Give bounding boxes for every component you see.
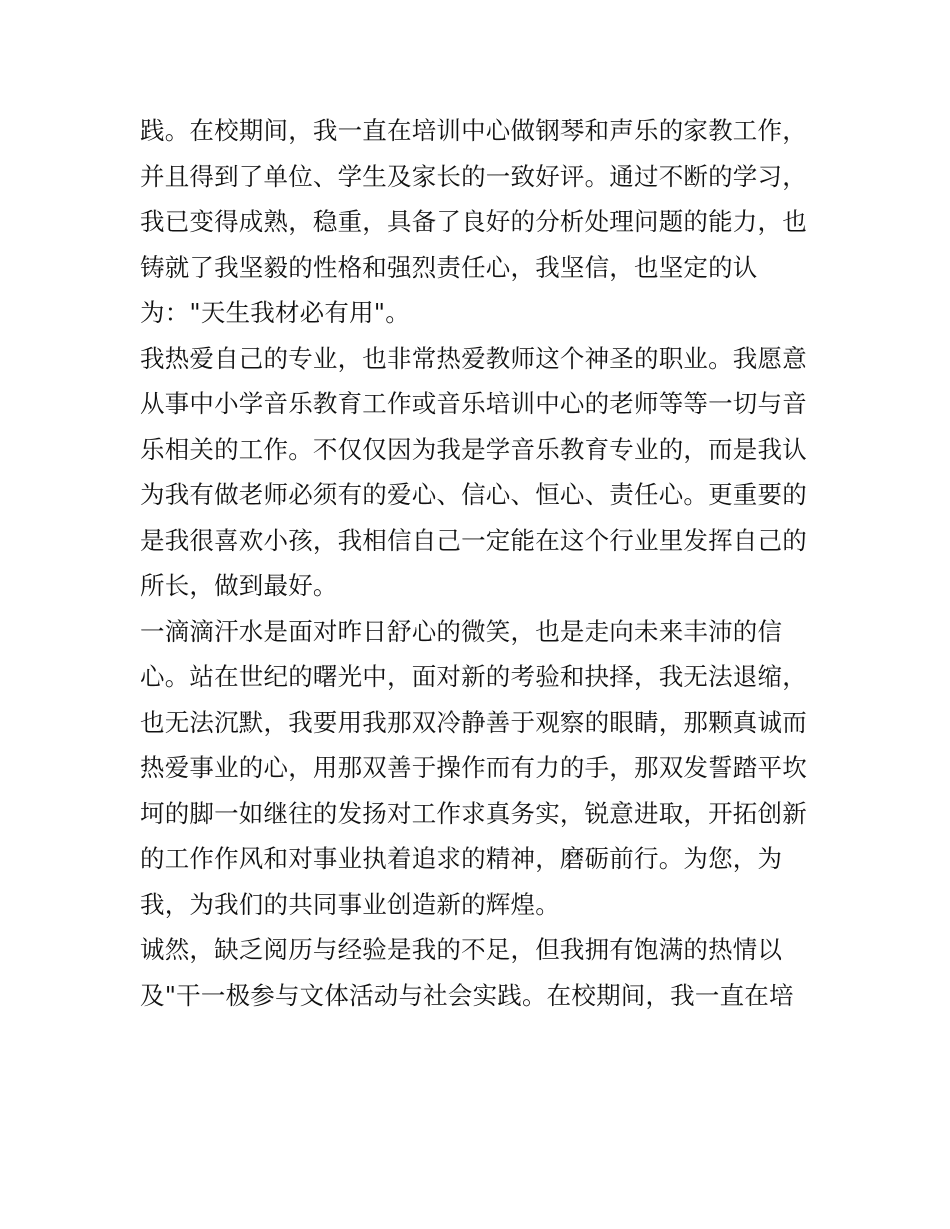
text-line: 为我有做老师必须有的爱心、信心、恒心、责任心。更重要的 [140,480,807,509]
text-line: 也无法沉默，我要用我那双冷静善于观察的眼睛，那颗真诚而 [140,707,807,737]
text-line: 心。站在世纪的曙光中，面对新的考验和抉择，我无法退缩， [140,662,807,691]
text-line: 的工作作风和对事业执着追求的精神，磨砺前行。为您，为 [140,844,783,873]
text-line: 并且得到了单位、学生及家长的一致好评。通过不断的学习， [140,161,807,191]
text-line: 从事中小学音乐教育工作或音乐培训中心的老师等等一切与音 [140,389,807,418]
text-line: 我热爱自己的专业，也非常热爱教师这个神圣的职业。我愿意 [140,343,807,373]
text-line: 为："天生我材必有用"。 [140,298,410,327]
text-line: 及"干一极参与文体活动与社会实践。在校期间，我一直在培 [140,980,794,1010]
text-line: 坷的脚一如继往的发扬对工作求真务实，锐意进取，开拓创新 [140,798,807,828]
text-line: 我，为我们的共同事业创造新的辉煌。 [140,889,560,919]
text-line: 践。在校期间，我一直在培训中心做钢琴和声乐的家教工作， [140,116,807,145]
text-line: 乐相关的工作。不仅仅因为我是学音乐教育专业的，而是我认 [140,434,807,464]
text-line: 诚然，缺乏阅历与经验是我的不足，但我拥有饱满的热情以 [140,935,783,964]
text-line: 铸就了我坚毅的性格和强烈责任心，我坚信，也坚定的认 [140,252,758,282]
document-body [140,108,820,1018]
text-line: 是我很喜欢小孩，我相信自己一定能在这个行业里发挥自己的 [140,525,807,555]
text-line: 所长，做到最好。 [140,571,338,600]
text-line: 热爱事业的心，用那双善于操作而有力的手，那双发誓踏平坎 [140,753,807,782]
text-line: 一滴滴汗水是面对昨日舒心的微笑，也是走向未来丰沛的信 [140,616,783,646]
text-line: 我已变得成熟，稳重，具备了良好的分析处理问题的能力，也 [140,207,807,236]
